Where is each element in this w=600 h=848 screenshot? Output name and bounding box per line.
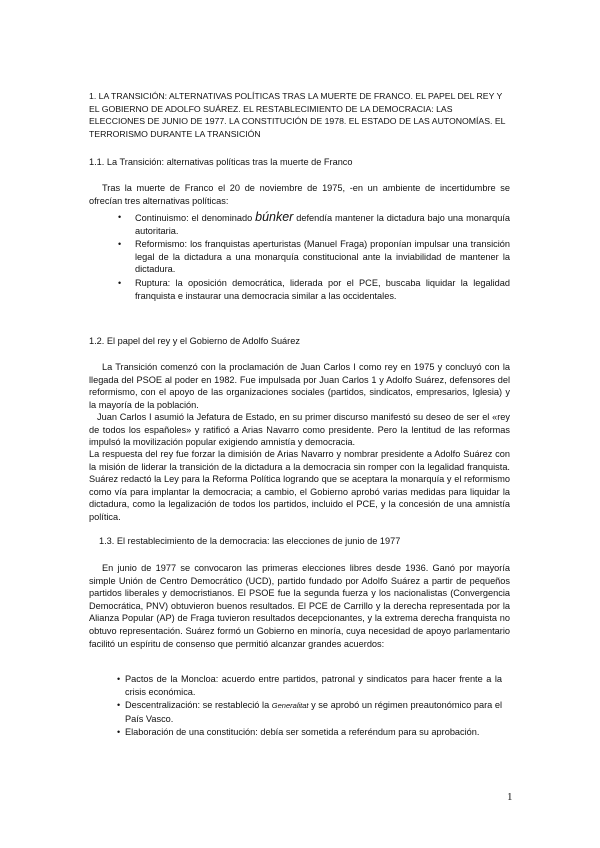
section-1-2-paragraph-2: Juan Carlos I asumió la Jefatura de Estado, en su primer discurso manifestó su deseo de ser el «rey de todos los españoles» y ratificó a Arias Navarro como presidente. Pero la lentitud de las reformas impulsó la movilización popular exigiendo amnistía y democracia.	[89, 412, 510, 448]
section-1-1-intro: Tras la muerte de Franco el 20 de noviembre de 1975, -en un ambiente de incertidumbre se ofrecían tres alternativas políticas:	[89, 183, 510, 206]
list-item: • Reformismo: los franquistas aperturistas (Manuel Fraga) proponían impulsar una transición legal de la dictadura a una monarquía constitucional ante la inviabilidad de mantener la dictadura.	[118, 239, 510, 275]
section-1-3-paragraph-1: En junio de 1977 se convocaron las primeras elecciones libres desde 1936. Ganó por mayoría simple Unión de Centro Democrático (UCD), partido fundado por Adolfo Suárez a partir de pequeños partidos liberales y democristianos. El PSOE fue la segunda fuerza y los nacionalistas (Convergencia Democrática, PNV) obtuvieron buenos resultados. El PCE de Carrillo y la derecha representada por la Alianza Popular (AP) de Fraga tuvieron resultados decepcionantes, y la extrema derecha franquista no obtuvo representación. Suárez formó un Gobierno en minoría, cuya necesidad de apoyo parlamentario facilitó un espíritu de consenso que permitió alcanzar grandes acuerdos:	[89, 563, 510, 649]
bullet-icon: •	[118, 212, 122, 222]
document-title: 1. LA TRANSICIÓN: ALTERNATIVAS POLÍTICAS TRAS LA MUERTE DE FRANCO. EL PAPEL DEL REY Y EL GOBIERNO DE ADOLFO SUÁREZ. EL RESTABLECIMIENTO DE LA DEMOCRACIA: LAS ELECCIONES DE JUNIO DE 1977. LA CONSTITUCIÓN DE 1978. EL ESTADO DE LAS AUTONOMÍAS. EL TERRORISMO DURANTE LA TRANSICIÓN	[89, 91, 506, 139]
list-item: • Pactos de la Moncloa: acuerdo entre partidos, patronal y sindicatos para hacer frente a la crisis económica.	[117, 674, 502, 697]
emphasis-generalitat: Generalitat	[271, 701, 309, 711]
list-item: • Elaboración de una constitución: debía ser sometida a referéndum para su aprobación.	[117, 727, 480, 738]
list-item: • Continuismo: el denominado búnker defendía mantener la dictadura bajo una monarquía autoritaria.	[118, 210, 510, 236]
section-heading-1-1: 1.1. La Transición: alternativas políticas tras la muerte de Franco	[89, 157, 353, 167]
section-1-2-paragraph-3: La respuesta del rey fue forzar la dimisión de Arias Navarro y nombrar presidente a Adolfo Suárez con la misión de liderar la transición de la dictadura a la democracia sin romper con la legalidad franquista. Suárez redactó la Ley para la Reforma Política logrando que se aceptara la monarquía y el reformismo como vía para implantar la democracia; a cambio, el Gobierno aprobó varias medidas para liquidar la dictadura, como la legalización de todos los partidos, incluido el PCE, y la concesión de una amnistía política.	[89, 449, 510, 522]
page-number: 1	[507, 791, 513, 803]
bullet-icon: •	[118, 239, 122, 250]
bullet-icon: •	[118, 277, 122, 288]
bullet-icon: •	[117, 727, 121, 738]
emphasis-bunker: búnker	[255, 210, 294, 224]
section-1-2-paragraph-1: La Transición comenzó con la proclamación de Juan Carlos I como rey en 1975 y concluyó con la llegada del PSOE al poder en 1982. Fue impulsada por Juan Carlos 1 y Adolfo Suárez, defensores del reformismo, con el apoyo de las organizaciones sociales (partidos, sindicatos, empresarios, Iglesia) y la mayoría de la población.	[89, 362, 510, 410]
list-item: • Ruptura: la oposición democrática, liderada por el PCE, buscaba liquidar la legalidad franquista e instaurar una democracia similar a las occidentales.	[118, 277, 510, 301]
alternatives-list	[118, 211, 510, 303]
bullet-icon: •	[117, 700, 121, 711]
section-heading-1-2: 1.2. El papel del rey y el Gobierno de Adolfo Suárez	[89, 336, 300, 346]
list-item: • Descentralización: se restableció la Generalitat y se aprobó un régimen preautonómico para el País Vasco.	[117, 700, 502, 724]
bullet-icon: •	[117, 674, 121, 684]
agreements-list	[117, 673, 502, 740]
section-heading-1-3: 1.3. El restablecimiento de la democracia: las elecciones de junio de 1977	[99, 536, 401, 546]
